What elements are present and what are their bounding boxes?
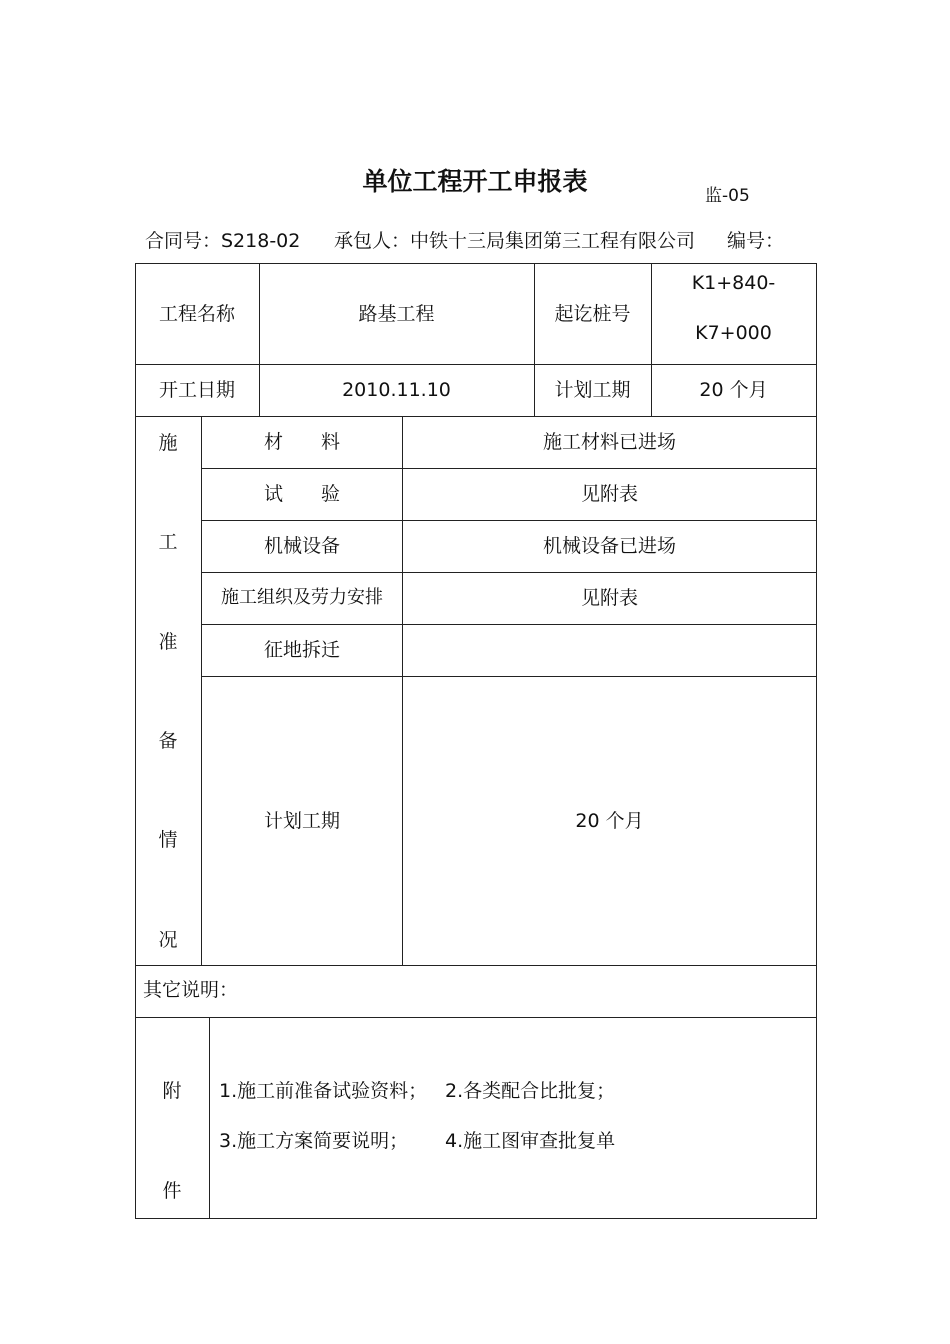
plan-period-label: 计划工期 [554,379,631,401]
prep-item-land-label: 征地拆迁 [263,639,340,661]
attachments-label-char: 件 [162,1180,182,1202]
project-name-value: 路基工程 [358,302,435,325]
stake-range-start: K1+840- [691,272,776,294]
attachment-item-4: 4.施工图审查批复单 [445,1130,616,1152]
plan-period-value: 20 个月 [699,379,768,401]
application-table [135,263,817,1219]
table-border-right [816,263,817,1219]
contractor: 承包人：中铁十三局集团第三工程有限公司 [334,230,696,252]
table-border-bottom [135,1218,817,1219]
prep-label-char: 准 [158,631,178,653]
prep-item-period-value: 20 个月 [575,809,644,832]
prep-item-materials-label: 材 料 [263,431,340,453]
prep-item-organization-label: 施工组织及劳力安排 [221,587,383,608]
prep-item-machinery-value: 机械设备已进场 [542,535,676,557]
project-name-label: 工程名称 [158,302,235,325]
serial-number-label: 编号： [727,230,785,252]
contract-number: 合同号：S218-02 [145,230,301,252]
prep-label-char: 施 [158,432,178,454]
attachment-item-1: 1.施工前准备试验资料； [219,1080,428,1102]
prep-item-land-value [403,624,816,676]
stake-range-value [651,263,816,364]
divider [209,1017,210,1219]
start-date-label: 开工日期 [158,379,235,401]
prep-item-materials-value: 施工材料已进场 [542,431,676,453]
attachment-item-3: 3.施工方案简要说明； [219,1130,409,1152]
form-code: 监-05 [705,186,750,206]
other-notes-label: 其它说明： [143,979,239,1001]
attachment-item-2: 2.各类配合比批复； [445,1080,616,1102]
prep-item-testing-value: 见附表 [580,483,638,505]
prep-item-testing-label: 试 验 [263,483,340,505]
stake-range-end: K7+000 [695,322,772,344]
start-date-value: 2010.11.10 [342,379,451,401]
prep-item-period-label: 计划工期 [263,809,340,832]
prep-label-char: 备 [158,730,178,752]
divider [135,965,817,966]
attachments-label-char: 附 [162,1080,182,1102]
prep-label-char: 工 [158,531,178,553]
form-title: 单位工程开工申报表 [362,167,588,196]
prep-label-char: 情 [158,829,178,851]
divider [135,1017,817,1018]
prep-item-machinery-label: 机械设备 [263,535,340,557]
prep-item-organization-value: 见附表 [580,587,638,609]
stake-range-label: 起讫桩号 [554,302,631,325]
prep-label-char: 况 [158,929,178,951]
